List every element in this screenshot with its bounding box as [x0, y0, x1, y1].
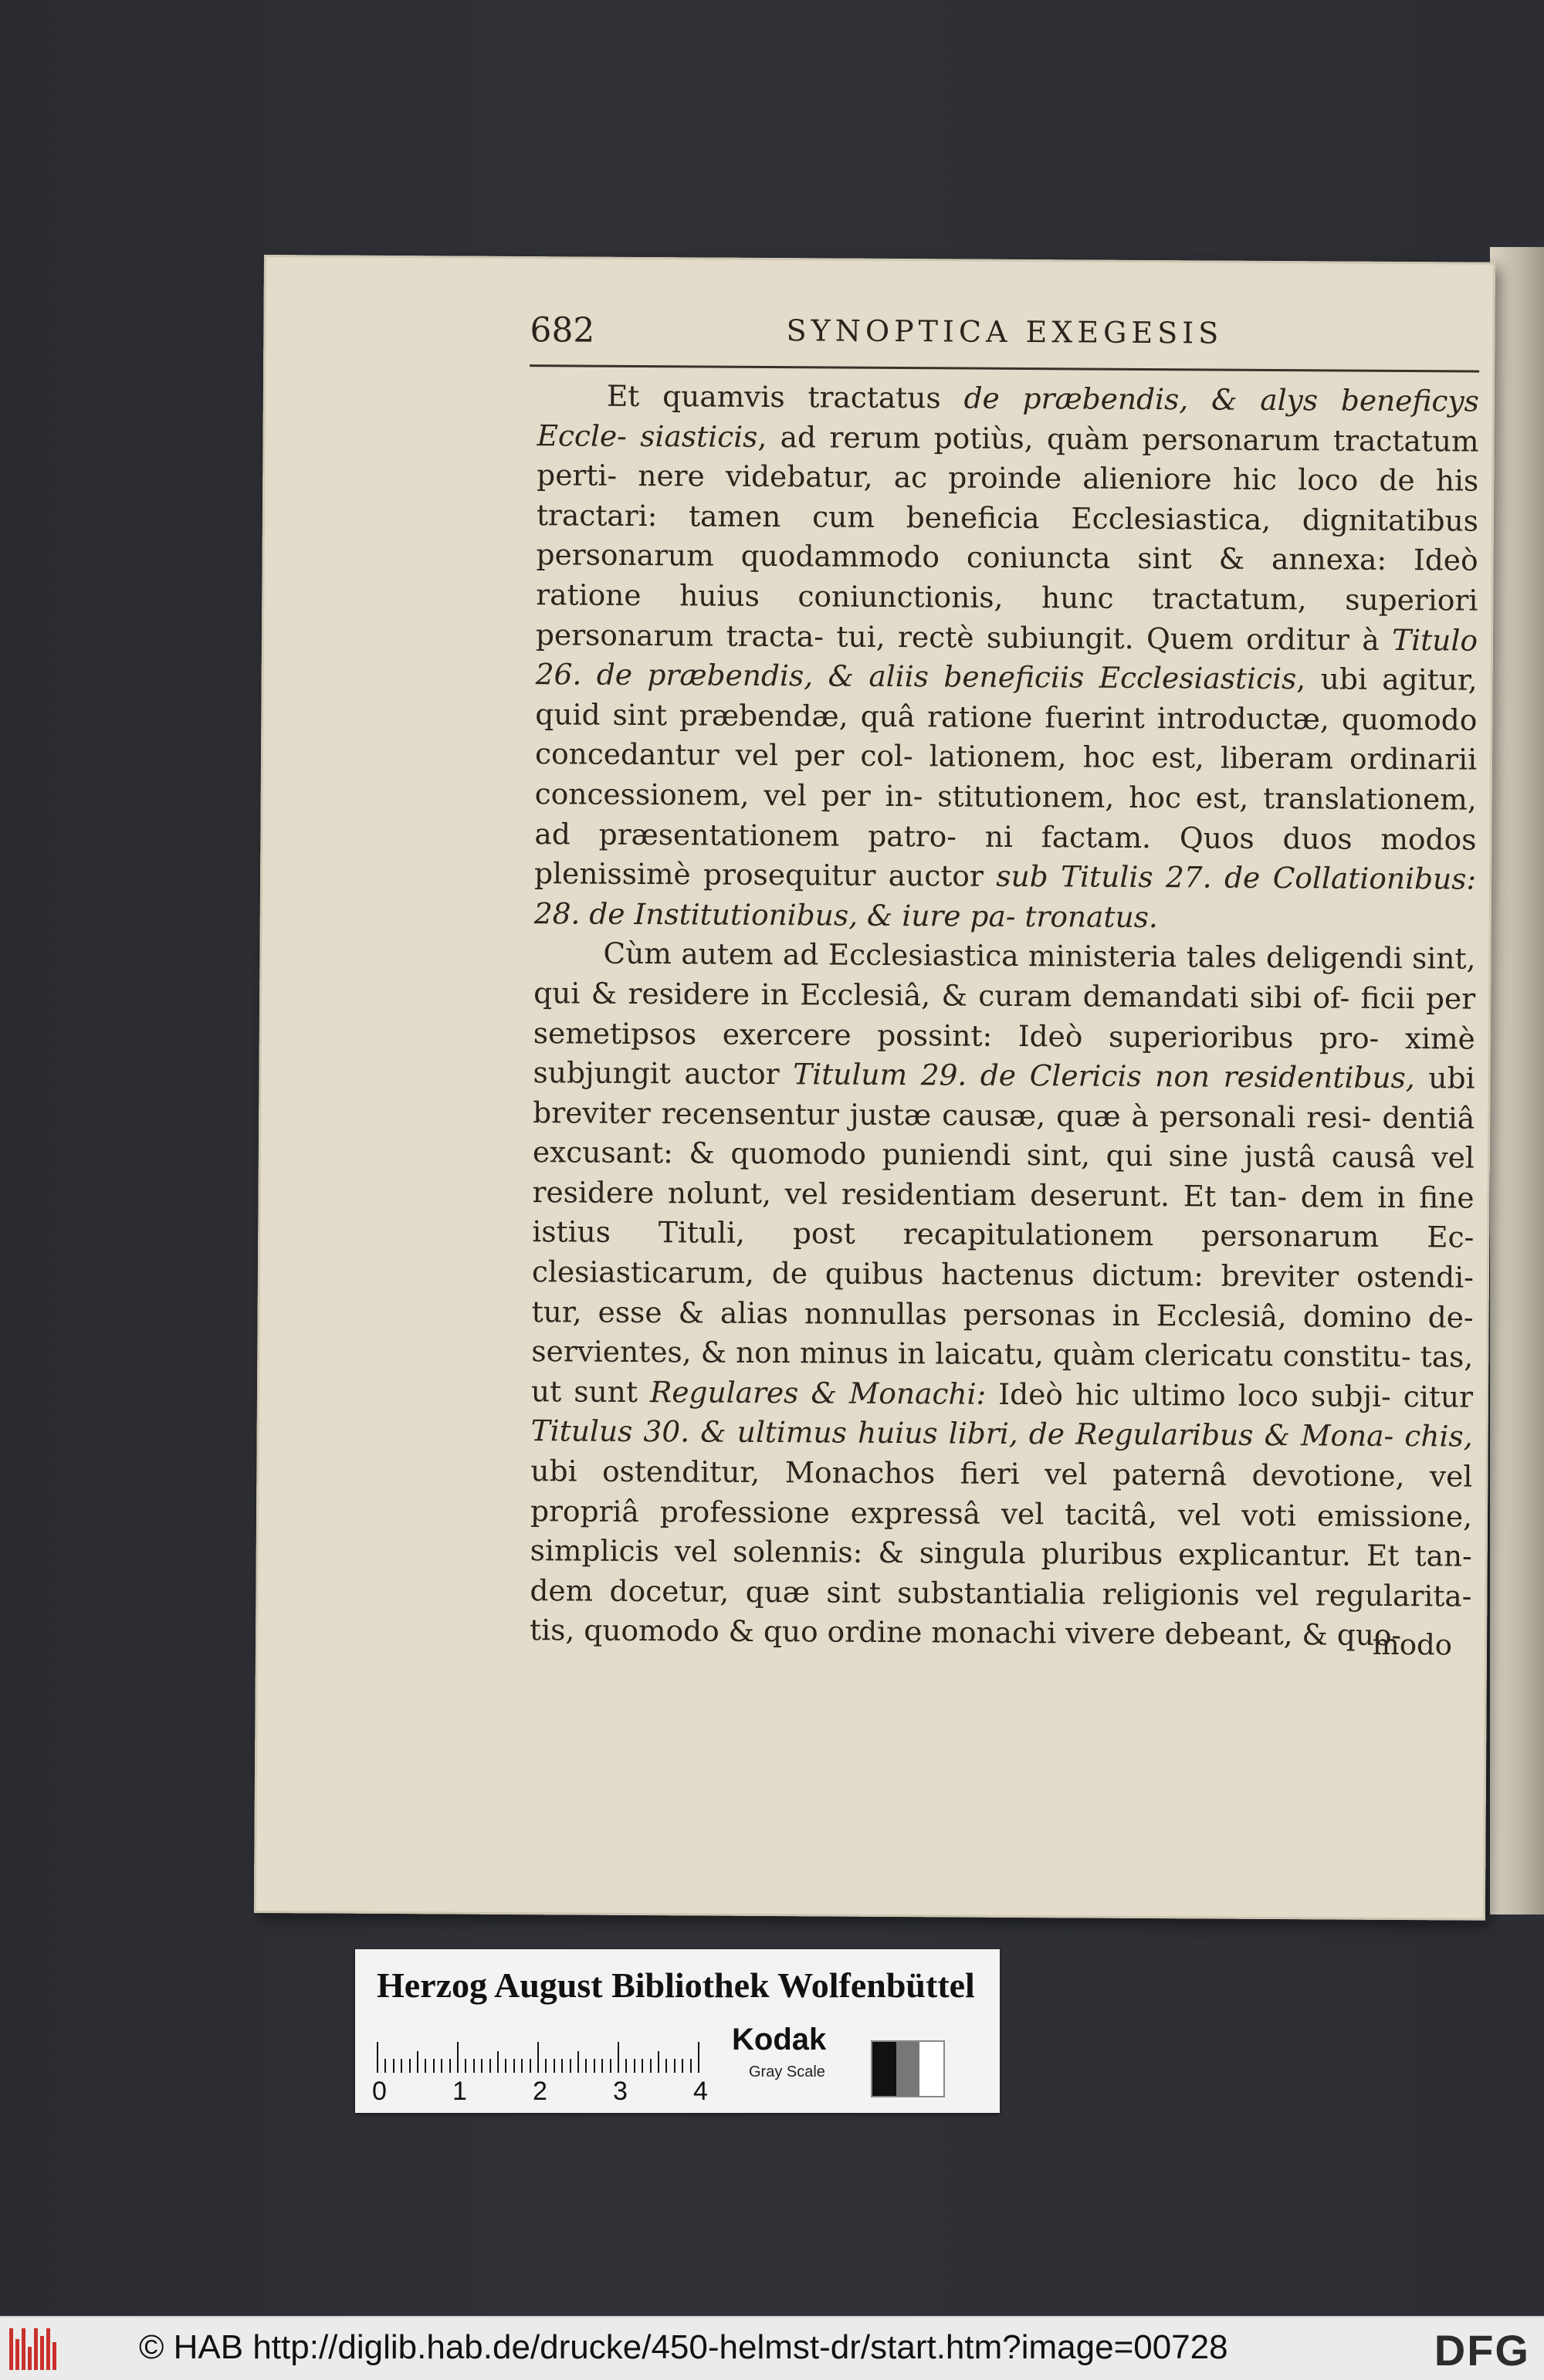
next-page-edge [1490, 247, 1544, 1914]
page-number: 682 [530, 310, 595, 350]
ruler-tick [433, 2059, 435, 2073]
ruler-tick [610, 2059, 611, 2073]
dfg-logo: DFG [1434, 2326, 1530, 2375]
ruler-tick [634, 2059, 635, 2073]
ruler-tick [384, 2059, 386, 2073]
ruler-tick [473, 2059, 475, 2073]
gray-scale-label: Gray Scale [749, 2063, 825, 2080]
ruler-tick [377, 2042, 378, 2073]
ruler-tick [457, 2042, 459, 2073]
ruler-tick [497, 2051, 499, 2073]
ruler-tick [530, 2059, 531, 2073]
ruler-tick [650, 2059, 652, 2073]
source-url[interactable]: © HAB http://diglib.hab.de/drucke/450-helmst-dr/start.htm?image=00728 [139, 2328, 1228, 2366]
ruler-tick [561, 2059, 563, 2073]
paragraph-1: Et quamvis tractatus de præbendis, & alys beneficys Eccle- siasticis, ad rerum potiùs, quàm personarum tractatum perti- nere videbatur, ac proinde alieniore hic loco de his tractari: tamen cum beneficia Ecclesiastica, dignitatibus personarum quodammodo coniuncta sint & annexa: Ideò ratione huius coniunctionis, hunc tractatum, superiori personarum tracta- tui, rectè subiungit. Quem orditur à Titulo 26. de præbendis, & aliis beneficiis Ecclesiasticis, ubi agitur, quid sint præbendæ, quâ ratione fuerint introductæ, quomodo concedantur vel per col- lationem, hoc est, liberam ordinarii concessionem, vel per in- stitutionem, hoc est, translationem, ad præsentationem patro- ni factam. Quos duos modos plenissimè prosequitur auctor sub Titulis 27. de Collationibus: 28. de Institutionibus, & iure pa- tronatus. [533, 378, 1480, 934]
ruler-tick [577, 2051, 579, 2073]
ruler-tick [618, 2042, 619, 2073]
kodak-logo: Kodak [732, 2023, 827, 2057]
header-rule [530, 364, 1479, 373]
ruler-tick [481, 2059, 482, 2073]
ruler-tick [698, 2042, 699, 2073]
ruler-tick [665, 2059, 667, 2073]
paragraph-2: Cùm autem ad Ecclesiastica ministeria tales deligendi sint, qui & residere in Ecclesiâ, & curam demandati sibi of- ficii per semetipsos exercere possint: Ideò superioribus pro- ximè subjungit auctor Titulum 29. de Clericis non residentibus, ubi breviter recensentur justæ causæ, quæ à personali resi- dentiâ excusant: & quomodo puniendi sint, qui sine justâ causâ vel residere nolunt, vel residentiam deserunt. Et tan- dem in fine istius Tituli, post recapitulationem personarum Ec- clesiasticarum, de quibus hactenus dictum: breviter ostendi- tur, esse & alias nonnullas personas in Ecclesiâ, domino de- servientes, & non minus in laicatu, quàm clericatu constitu- tas, ut sunt Regulares & Monachi: Ideò hic ultimo loco subji- citur Titulus 30. & ultimus huius libri, de Regularibus & Mona- chis, ubi ostenditur, Monachos fieri vel paternâ devotione, vel propriâ professione expressâ vel tacitâ, vel voti emissione, simplicis vel solennis: & singula pluribus explicantur. Et tan- dem docetur, quæ sint substantialia religionis vel regularita- tis, quomodo & quo ordine monachi vivere debeant, & quo- [529, 936, 1476, 1653]
book-page [254, 255, 1495, 1921]
ruler-tick [393, 2059, 394, 2073]
ruler-tick [690, 2059, 692, 2073]
ruler-tick [425, 2059, 426, 2073]
hab-logo-icon [9, 2328, 63, 2370]
ruler-tick [465, 2059, 466, 2073]
ruler-tick [545, 2059, 547, 2073]
ruler-tick [570, 2059, 571, 2073]
ruler-tick [417, 2051, 418, 2073]
page-header [530, 310, 1479, 363]
footer-bar [0, 2316, 1544, 2380]
ruler-tick [625, 2059, 627, 2073]
ruler-tick [441, 2059, 442, 2073]
ruler-tick [585, 2059, 587, 2073]
ruler-tick [401, 2059, 402, 2073]
body-text [530, 376, 1479, 1656]
ruler-tick [682, 2059, 683, 2073]
gray-scale-patches [871, 2040, 945, 2097]
ruler-tick [489, 2059, 491, 2073]
ruler-tick [601, 2059, 603, 2073]
ruler-tick [674, 2059, 676, 2073]
ruler-scale [377, 2042, 709, 2073]
ruler-tick [594, 2059, 595, 2073]
ruler-labels: 0 1 2 3 4 [372, 2077, 708, 2106]
ruler-tick [554, 2059, 555, 2073]
ruler-tick [409, 2059, 411, 2073]
library-name: Herzog August Bibliothek Wolfenbüttel [377, 1965, 975, 2005]
running-title: SYNOPTICA EXEGESIS [786, 313, 1224, 350]
ruler-tick [521, 2059, 523, 2073]
ruler-tick [513, 2059, 515, 2073]
color-calibration-card [355, 1949, 1000, 2113]
ruler-tick [642, 2059, 643, 2073]
ruler-tick [658, 2051, 659, 2073]
catchword: modo [1372, 1627, 1453, 1662]
ruler-tick [505, 2059, 506, 2073]
ruler-tick [537, 2042, 539, 2073]
ruler-tick [449, 2059, 451, 2073]
